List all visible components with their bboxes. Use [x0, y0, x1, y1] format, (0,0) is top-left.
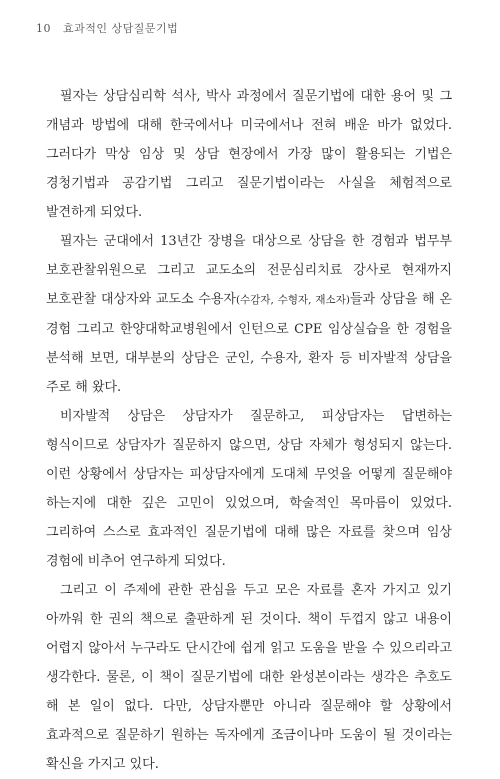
book-title: 효과적인 상담질문기법 [63, 22, 179, 35]
paragraph-2-text-start: 필자는 군대에서 13년간 장병을 대상으로 상담을 한 경험과 법무부 보호관찰위원으로 그리고 교도소의 전문심리치료 강사로 현재까지 보호관찰 대상자와 교도소 수용자 [46, 234, 452, 307]
paragraph-2 [46, 227, 452, 402]
paragraph-3: 비자발적 상담은 상담자가 질문하고, 피상담자는 답변하는 형식이므로 상담자가 질문하지 않으면, 상담 자체가 형성되지 않는다. 이런 상황에서 상담자는 피상담자에게 도대체 무엇을 어떻게 질문해야 하는지에 대한 깊은 고민이 있었으며, 학술적인 목마름이 있었다. 그리하여 스스로 효과적인 질문기법에 대해 많은 자료를 찾으며 임상 경험에 비추어 연구하게 되었다. [46, 409, 452, 569]
running-header [36, 20, 178, 36]
paragraph-2-parenthetical: (수감자, 수형자, 재소자) [235, 294, 350, 306]
paragraph-2-text-end: 들과 상담을 해 온 경험 그리고 한양대학교병원에서 인턴으로 CPE 임상실습을 한 경험을 분석해 보면, 대부분의 상담은 군인, 수용자, 환자 등 비자발적 상담을 주로 해 왔다. [46, 292, 452, 395]
body-text [46, 82, 452, 779]
page-number: 10 [36, 22, 51, 35]
paragraph-1: 필자는 상담심리학 석사, 박사 과정에서 질문기법에 대한 용어 및 그 개념과 방법에 대해 한국에서나 미국에서나 전혀 배운 바가 없었다. 그러다가 막상 임상 및 상담 현장에서 가장 많이 활용되는 기법은 경청기법과 공감기법 그리고 질문기법이라는 사실을 체험적으로 발견하게 되었다. [46, 89, 452, 220]
paragraph-4: 그리고 이 주제에 관한 관심을 두고 모은 자료를 혼자 가지고 있기 아까워 한 권의 책으로 출판하게 된 것이다. 책이 두껍지 않고 내용이 어렵지 않아서 누구라도 단시간에 쉽게 읽고 도움을 받을 수 있으리라고 생각한다. 물론, 이 책이 질문기법에 대한 완성본이라는 생각은 추호도 해 본 일이 없다. 다만, 상담자뿐만 아니라 질문해야 할 상황에서 효과적으로 질문하기 원하는 독자에게 조금이나마 도움이 될 것이라는 확신을 가지고 있다. [46, 583, 452, 772]
